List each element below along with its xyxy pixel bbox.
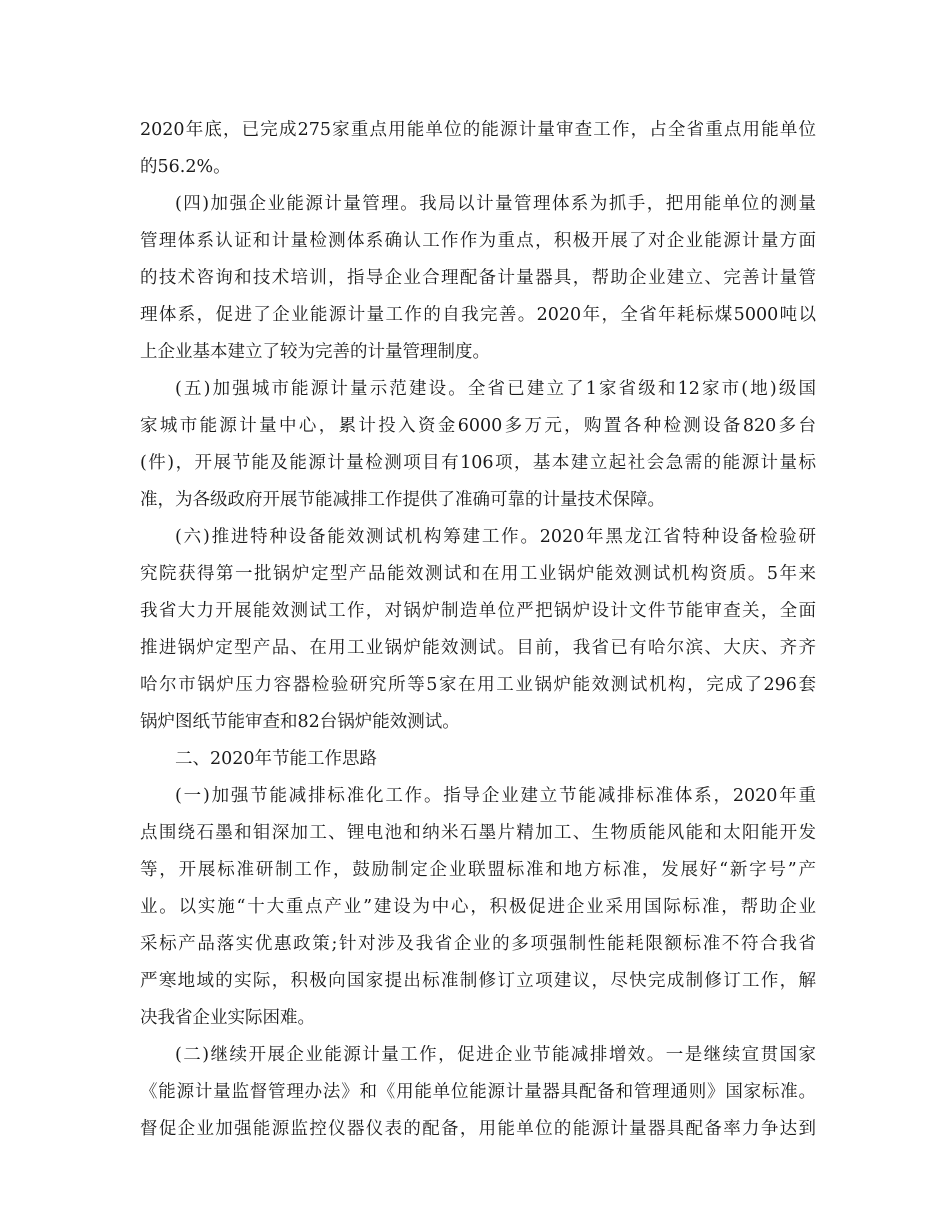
- text-line: 决我省企业实际困难。: [140, 1008, 315, 1028]
- paragraph-4-heading: (四)加强企业能源计量管理。我局以计量管理体系为抓手，把用能单位的测量: [175, 194, 816, 214]
- text-line: 等，开展标准研制工作，鼓励制定企业联盟标准和地方标准，发展好“新字号”产: [140, 860, 816, 880]
- text-line: 我省大力开展能效测试工作，对锅炉制造单位严把锅炉设计文件节能审查关，全面: [140, 601, 816, 621]
- text-line: 理体系，促进了企业能源计量工作的自我完善。2020年，全省年耗标煤5000吨以: [140, 305, 816, 325]
- text-line: 严寒地域的实际，积极向国家提出标准制修订立项建议，尽快完成制修订工作，解: [140, 971, 816, 991]
- text-line: 锅炉图纸节能审查和82台锅炉能效测试。: [140, 712, 460, 732]
- text-line: 推进锅炉定型产品、在用工业锅炉能效测试。目前，我省已有哈尔滨、大庆、齐齐: [140, 638, 816, 658]
- paragraph-2-heading: (二)继续开展企业能源计量工作，促进企业节能减排增效。一是继续宣贯国家: [175, 1045, 816, 1065]
- text-line: 的56.2%。: [140, 157, 231, 177]
- section-heading: 二、2020年节能工作思路: [175, 749, 378, 769]
- text-line: 业。以实施“十大重点产业”建设为中心，积极促进企业采用国际标准，帮助企业: [140, 897, 816, 917]
- text-line: 家城市能源计量中心，累计投入资金6000多万元，购置各种检测设备820多台: [140, 416, 816, 436]
- text-line: 究院获得第一批锅炉定型产品能效测试和在用工业锅炉能效测试机构资质。5年来: [140, 564, 816, 584]
- text-line: 的技术咨询和技术培训，指导企业合理配备计量器具，帮助企业建立、完善计量管: [140, 268, 816, 288]
- text-line: 上企业基本建立了较为完善的计量管理制度。: [140, 342, 490, 362]
- text-line: 管理体系认证和计量检测体系确认工作作为重点，积极开展了对企业能源计量方面: [140, 231, 816, 251]
- text-line: 准，为各级政府开展节能减排工作提供了准确可靠的计量技术保障。: [140, 490, 665, 510]
- paragraph-5-heading: (五)加强城市能源计量示范建设。全省已建立了1家省级和12家市(地)级国: [175, 379, 816, 399]
- text-line: 2020年底，已完成275家重点用能单位的能源计量审查工作，占全省重点用能单位: [140, 120, 816, 140]
- paragraph-1-heading: (一)加强节能减排标准化工作。指导企业建立节能减排标准体系，2020年重: [175, 786, 816, 806]
- text-line: 采标产品落实优惠政策;针对涉及我省企业的多项强制性能耗限额标准不符合我省: [140, 934, 816, 954]
- text-line: 督促企业加强能源监控仪器仪表的配备，用能单位的能源计量器具配备率力争达到: [140, 1119, 816, 1139]
- text-line: (件)，开展节能及能源计量检测项目有106项，基本建立起社会急需的能源计量标: [140, 453, 816, 473]
- text-line: 哈尔市锅炉压力容器检验研究所等5家在用工业锅炉能效测试机构，完成了296套: [140, 675, 816, 695]
- text-line: 点围绕石墨和钼深加工、锂电池和纳米石墨片精加工、生物质能风能和太阳能开发: [140, 823, 816, 843]
- paragraph-6-heading: (六)推进特种设备能效测试机构筹建工作。2020年黑龙江省特种设备检验研: [175, 527, 816, 547]
- text-line: 《能源计量监督管理办法》和《用能单位能源计量器具配备和管理通则》国家标准。: [140, 1082, 816, 1102]
